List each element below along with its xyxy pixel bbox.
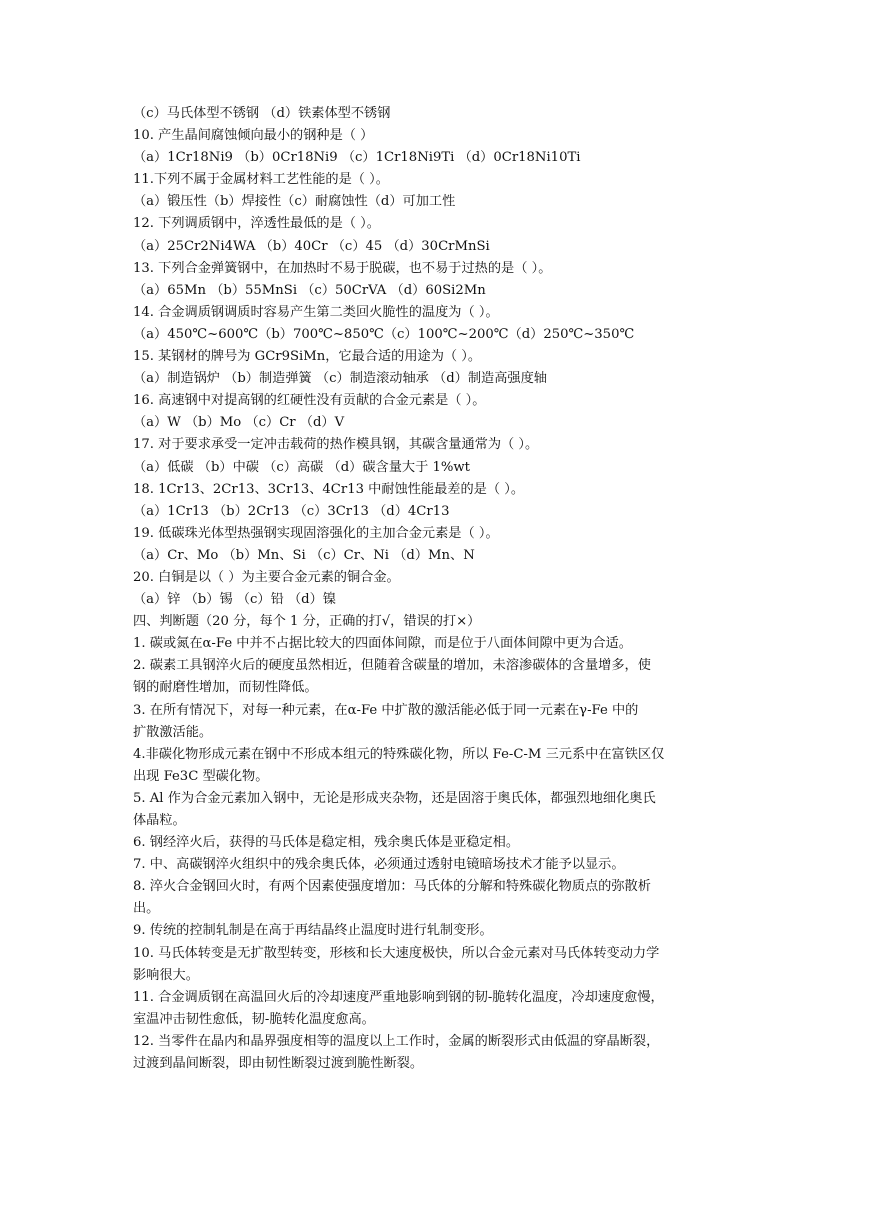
question-17: 17. 对于要求承受一定冲击载荷的热作模具钢，其碳含量通常为（ ）。 bbox=[133, 437, 539, 453]
options-15: （a）制造锅炉 （b）制造弹簧 （c）制造滚动轴承 （d）制造高强度轴 bbox=[133, 371, 547, 387]
options-11: （a）锻压性（b）焊接性（c）耐腐蚀性（d）可加工性 bbox=[133, 194, 456, 210]
question-16: 16. 高速钢中对提高钢的红硬性没有贡献的合金元素是（ ）。 bbox=[133, 393, 486, 409]
options-20: （a）锌 （b）锡 （c）铅 （d）镍 bbox=[133, 592, 336, 608]
statement-2: 2. 碳素工具钢淬火后的硬度虽然相近，但随着含碳量的增加，未溶渗碳体的含量增多，使 bbox=[133, 658, 651, 674]
document-page bbox=[133, 103, 739, 1075]
statement-11: 11. 合金调质钢在高温回火后的冷却速度严重地影响到钢的韧-脆转化温度，冷却速度愈慢， bbox=[133, 989, 664, 1005]
options-12: （a）25Cr2Ni4WA （b）40Cr （c）45 （d）30CrMnSi bbox=[133, 238, 490, 254]
question-19: 19. 低碳珠光体型热强钢实现固溶强化的主加合金元素是（ ）。 bbox=[133, 525, 499, 541]
options-19: （a）Cr、Mo （b）Mn、Si （c）Cr、Ni （d）Mn、N bbox=[133, 547, 475, 563]
statement-11-cont: 室温冲击韧性愈低，韧-脆转化温度愈高。 bbox=[133, 1011, 375, 1027]
question-20: 20. 白铜是以（ ）为主要合金元素的铜合金。 bbox=[133, 569, 400, 585]
statement-10-cont: 影响很大。 bbox=[133, 967, 199, 983]
statement-2-cont: 钢的耐磨性增加，而韧性降低。 bbox=[133, 680, 318, 696]
statement-4: 4.非碳化物形成元素在钢中不形成本组元的特殊碳化物，所以 Fe-C-M 三元系中在富铁区仅 bbox=[133, 746, 665, 762]
section-heading: 四、判断题（20 分，每个 1 分，正确的打√，错误的打×） bbox=[133, 614, 481, 630]
statement-8-cont: 出。 bbox=[133, 901, 160, 917]
question-13: 13. 下列合金弹簧钢中，在加热时不易于脱碳，也不易于过热的是（ ）。 bbox=[133, 260, 552, 276]
statement-8: 8. 淬火合金钢回火时，有两个因素使强度增加：马氏体的分解和特殊碳化物质点的弥散析 bbox=[133, 879, 651, 895]
question-18: 18. 1Cr13、2Cr13、3Cr13、4Cr13 中耐蚀性能最差的是（ ）。 bbox=[133, 481, 525, 497]
options-16: （a）W （b）Mo （c）Cr （d）V bbox=[133, 415, 345, 431]
question-10: 10. 产生晶间腐蚀倾向最小的钢种是（ ） bbox=[133, 128, 374, 144]
statement-12: 12. 当零件在晶内和晶界强度相等的温度以上工作时，金属的断裂形式由低温的穿晶断裂， bbox=[133, 1033, 660, 1049]
statement-10: 10. 马氏体转变是无扩散型转变，形核和长大速度极快，所以合金元素对马氏体转变动力学 bbox=[133, 945, 660, 961]
options-10: （a）1Cr18Ni9 （b）0Cr18Ni9 （c）1Cr18Ni9Ti （d）0Cr18Ni10Ti bbox=[133, 150, 581, 166]
question-12: 12. 下列调质钢中，淬透性最低的是（ ）。 bbox=[133, 216, 380, 232]
text-line: （c）马氏体型不锈钢 （d）铁素体型不锈钢 bbox=[133, 106, 391, 121]
statement-3: 3. 在所有情况下，对每一种元素，在α-Fe 中扩散的激活能必低于同一元素在γ-Fe 中的 bbox=[133, 702, 639, 718]
statement-5: 5. Al 作为合金元素加入钢中，无论是形成夹杂物，还是固溶于奥氏体，都强烈地细化奥氏 bbox=[133, 790, 656, 806]
statement-9: 9. 传统的控制轧制是在高于再结晶终止温度时进行轧制变形。 bbox=[133, 923, 493, 939]
options-13: （a）65Mn （b）55MnSi （c）50CrVA （d）60Si2Mn bbox=[133, 282, 486, 298]
question-11: 11.下列不属于金属材料工艺性能的是（ ）。 bbox=[133, 172, 389, 188]
question-15: 15. 某钢材的牌号为 GCr9SiMn，它最合适的用途为（ ）。 bbox=[133, 349, 482, 365]
statement-1: 1. 碳或氮在α-Fe 中并不占据比较大的四面体间隙，而是位于八面体间隙中更为合适。 bbox=[133, 636, 632, 652]
options-18: （a）1Cr13 （b）2Cr13 （c）3Cr13 （d）4Cr13 bbox=[133, 503, 450, 519]
statement-5-cont: 体晶粒。 bbox=[133, 813, 186, 828]
statement-4-cont: 出现 Fe3C 型碳化物。 bbox=[133, 768, 269, 784]
options-17: （a）低碳 （b）中碳 （c）高碳 （d）碳含量大于 1%wt bbox=[133, 459, 470, 475]
question-14: 14. 合金调质钢调质时容易产生第二类回火脆性的温度为（ ）。 bbox=[133, 304, 499, 320]
options-14: （a）450℃~600℃（b）700℃~850℃（c）100℃~200℃（d）250℃~350℃ bbox=[133, 326, 635, 342]
statement-6: 6. 钢经淬火后，获得的马氏体是稳定相，残余奥氏体是亚稳定相。 bbox=[133, 835, 520, 851]
statement-3-cont: 扩散激活能。 bbox=[133, 724, 213, 740]
statement-12-cont: 过渡到晶间断裂，即由韧性断裂过渡到脆性断裂。 bbox=[133, 1056, 424, 1072]
statement-7: 7. 中、高碳钢淬火组织中的残余奥氏体，必须通过透射电镜暗场技术才能予以显示。 bbox=[133, 857, 625, 873]
